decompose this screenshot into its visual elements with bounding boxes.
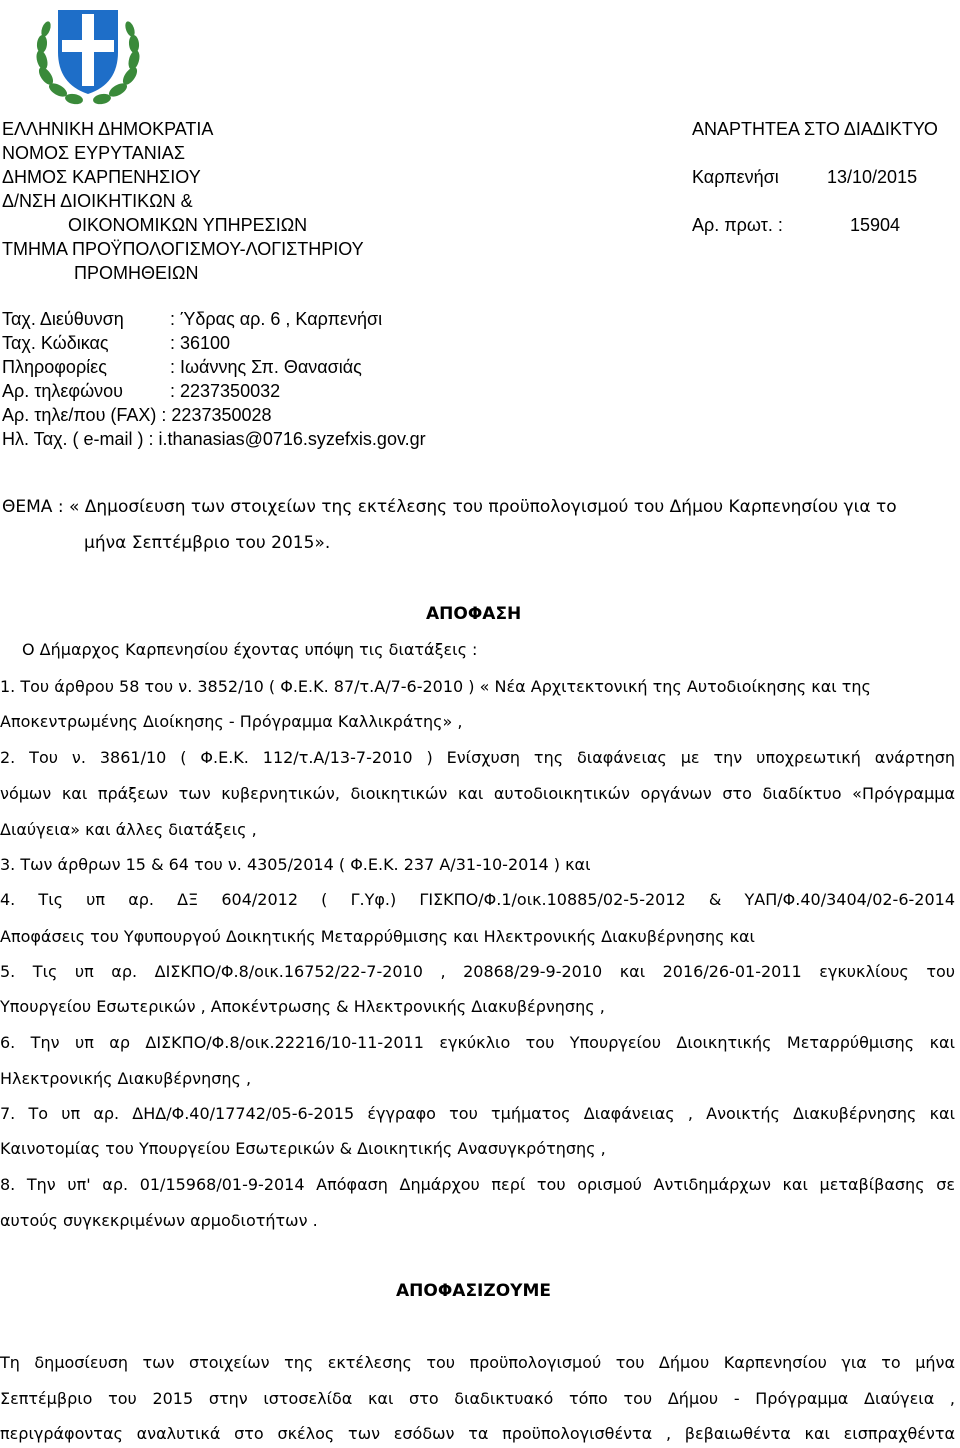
greek-republic-emblem-icon xyxy=(32,4,144,108)
provision-line: Ηλεκτρονικής Διακυβέρνησης , xyxy=(0,1069,252,1088)
protocol-number: 15904 xyxy=(850,215,901,235)
header-directorate-cont: ΟΙΚΟΝΟΜΙΚΩΝ ΥΠΗΡΕΣΙΩΝ xyxy=(68,215,308,235)
intro-text: Ο Δήμαρχος Καρπενησίου έχοντας υπόψη τις διατάξεις : xyxy=(22,640,478,659)
publish-note: ΑΝΑΡΤΗΤΕΑ ΣΤΟ ΔΙΑΔΙΚΤΥΟ xyxy=(692,119,938,139)
provision-line: 6. Την υπ αρ ΔΙΣΚΠΟ/Φ.8/οικ.22216/10-11-2011 εγκύκλιο του Υπουργείου Διοικητικής Μεταρρύθμισης και xyxy=(0,1033,955,1052)
phone-value: : 2237350032 xyxy=(170,381,281,401)
provision-line: 3. Των άρθρων 15 & 64 του ν. 4305/2014 ( Φ.Ε.Κ. 237 Α/31-10-2014 ) και xyxy=(0,855,591,874)
subject-line: ΘΕΜΑ : « Δημοσίευση των στοιχείων της εκτέλεσης του προϋπολογισμού του Δήμου Καρπενησίου για το xyxy=(2,497,897,517)
phone-label: Αρ. τηλεφώνου xyxy=(2,381,123,401)
header-municipality: ΔΗΜΟΣ ΚΑΡΠΕΝΗΣΙΟΥ xyxy=(2,167,201,187)
decision-title: ΑΠΟΦΑΣΗ xyxy=(426,604,522,624)
provision-line: Υπουργείου Εσωτερικών , Αποκέντρωσης & Ηλεκτρονικής Διακυβέρνησης , xyxy=(0,997,605,1016)
place: Καρπενήσι xyxy=(692,167,779,187)
provision-line: 4. Τις υπ αρ. ΔΞ 604/2012 ( Γ.Υφ.) ΓΙΣΚΠΟ/Φ.1/οικ.10885/02-5-2012 & ΥΑΠ/Φ.40/3404/02-6-2014 xyxy=(0,890,955,909)
info-label: Πληροφορίες xyxy=(2,357,107,377)
header-directorate: Δ/ΝΣΗ ΔΙΟΙΚΗΤΙΚΩΝ & xyxy=(2,191,193,211)
protocol-label: Αρ. πρωτ. : xyxy=(692,215,783,235)
provision-line: 1. Του άρθρου 58 του ν. 3852/10 ( Φ.Ε.Κ. 87/τ.Α/7-6-2010 ) « Νέα Αρχιτεκτονική της Αυτοδιοίκησης και της xyxy=(0,677,871,696)
decision-text-line: Τη δημοσίευση των στοιχείων της εκτέλεσης του προϋπολογισμού του Δήμου Καρπενησίου για το μήνα xyxy=(0,1353,955,1372)
info-value: : Ιωάννης Σπ. Θανασιάς xyxy=(170,357,362,377)
provision-line: Αποκεντρωμένης Διοίκησης - Πρόγραμμα Καλλικράτης» , xyxy=(0,712,463,731)
header-prefecture: ΝΟΜΟΣ ΕΥΡΥΤΑΝΙΑΣ xyxy=(2,143,185,163)
header-department: ΤΜΗΜΑ ΠΡΟΫΠΟΛΟΓΙΣΜΟΥ-ΛΟΓΙΣΤΗΡΙΟΥ xyxy=(2,239,364,259)
subject-line-cont: μήνα Σεπτέμβριο του 2015». xyxy=(84,533,331,553)
provision-line: 7. Το υπ αρ. ΔΗΔ/Φ.40/17742/05-6-2015 έγγραφο του τμήματος Διαφάνειας , Ανοικτής Διακυβέρνησης και xyxy=(0,1104,955,1123)
postcode-label: Ταχ. Κώδικας xyxy=(2,333,109,353)
decision-text-line: Σεπτέμβριο του 2015 στην ιστοσελίδα και στο διαδικτυακό τόπο του Δήμου - Πρόγραμμα Διαύγεια , xyxy=(0,1389,955,1408)
header-department-cont: ΠΡΟΜΗΘΕΙΩΝ xyxy=(74,263,199,283)
provision-line: 8. Την υπ' αρ. 01/15968/01-9-2014 Απόφαση Δημάρχου περί του ορισμού Αντιδημάρχων και μεταβίβασης σε xyxy=(0,1175,955,1194)
provision-line: αυτούς συγκεκριμένων αρμοδιοτήτων . xyxy=(0,1211,318,1230)
provision-line: νόμων και πράξεων των κυβερνητικών, διοικητικών και αυτοδιοικητικών οργάνων στο διαδίκτυο «Πρόγραμμα xyxy=(0,784,955,803)
postcode-value: : 36100 xyxy=(170,333,231,353)
fax-line: Αρ. τηλε/που (FAX) : 2237350028 xyxy=(2,405,272,425)
decide-title: ΑΠΟΦΑΣΙΖΟΥΜΕ xyxy=(396,1281,552,1301)
decision-text-line: περιγράφοντας αναλυτικά στο σκέλος των εσόδων τα προϋπολογισθέντα , βεβαιωθέντα και εισπραχθέντα xyxy=(0,1424,955,1443)
address-label: Ταχ. Διεύθυνση xyxy=(2,309,124,329)
email-line: Ηλ. Ταχ. ( e-mail ) : i.thanasias@0716.syzefxis.gov.gr xyxy=(2,429,426,449)
provision-line: 2. Του ν. 3861/10 ( Φ.Ε.Κ. 112/τ.Α/13-7-2010 ) Ενίσχυση της διαφάνειας με την υποχρεωτική ανάρτηση xyxy=(0,748,955,767)
header-state: ΕΛΛΗΝΙΚΗ ΔΗΜΟΚΡΑΤΙΑ xyxy=(2,119,214,139)
provision-line: Καινοτομίας του Υπουργείου Εσωτερικών & Διοικητικής Ανασυγκρότησης , xyxy=(0,1139,606,1158)
date: 13/10/2015 xyxy=(827,167,918,187)
address-value: : Ύδρας αρ. 6 , Καρπενήσι xyxy=(170,309,383,329)
provision-line: Αποφάσεις του Υφυπουργού Δοικητικής Μεταρρύθμισης και Ηλεκτρονικής Διακυβέρνησης και xyxy=(0,927,755,946)
provision-line: 5. Τις υπ αρ. ΔΙΣΚΠΟ/Φ.8/οικ.16752/22-7-2010 , 20868/29-9-2010 και 2016/26-01-2011 εγκυκλίους του xyxy=(0,962,955,981)
provision-line: Διαύγεια» και άλλες διατάξεις , xyxy=(0,820,257,839)
